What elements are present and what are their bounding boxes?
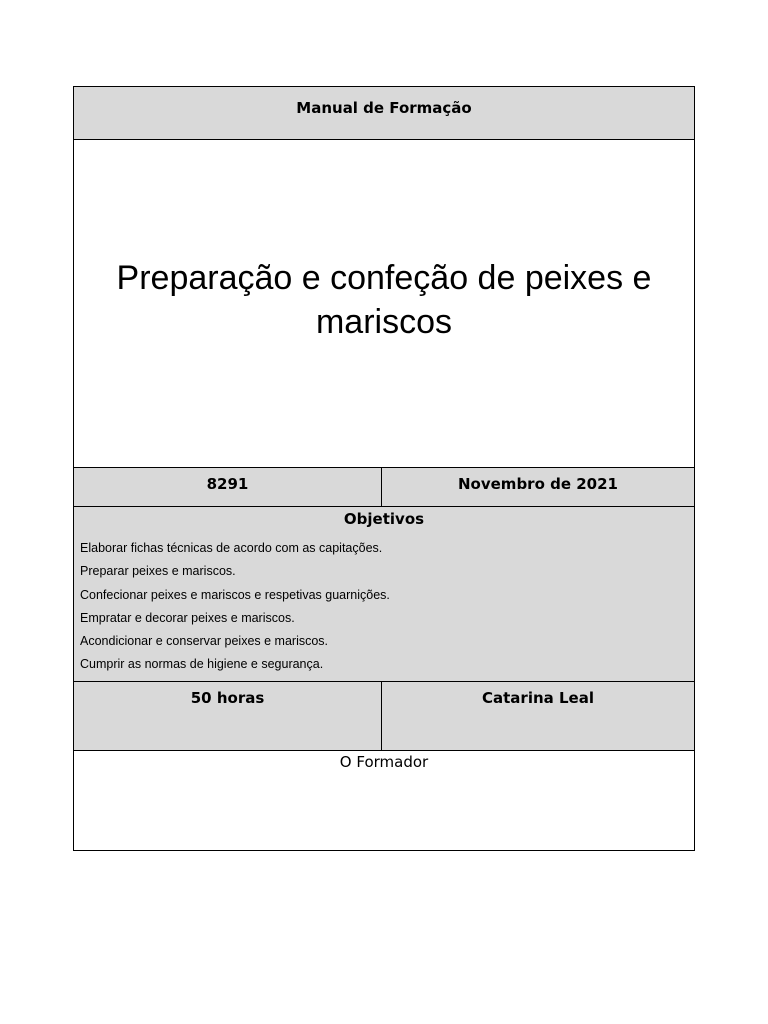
objectives-list: [80, 540, 390, 680]
signature-label: O Formador: [339, 753, 429, 771]
signature-row: [74, 751, 694, 850]
objective-item: Cumprir as normas de higiene e segurança.: [80, 657, 324, 672]
objective-item: Confecionar peixes e mariscos e respetivas guarnições.: [80, 587, 390, 602]
objective-item: Elaborar fichas técnicas de acordo com as capitações.: [80, 541, 383, 555]
objective-item: Preparar peixes e mariscos.: [80, 564, 236, 579]
title-row: [74, 140, 694, 468]
trainer-cell: [382, 682, 694, 750]
module-hours: 50 horas: [190, 689, 265, 707]
hours-cell: [74, 682, 382, 750]
header-row: [74, 87, 694, 140]
objectives-row: [74, 507, 694, 682]
training-manual-cover: [73, 86, 695, 851]
code-date-row: [74, 468, 694, 507]
objective-item: Acondicionar e conservar peixes e mariscos.: [80, 634, 329, 649]
module-date: Novembro de 2021: [458, 475, 618, 493]
objective-item: Empratar e decorar peixes e mariscos.: [80, 610, 295, 625]
objectives-heading: Objetivos: [343, 510, 425, 528]
hours-trainer-row: [74, 682, 694, 751]
module-code: 8291: [206, 475, 249, 493]
code-cell: [74, 468, 382, 506]
date-cell: [382, 468, 694, 506]
document-title: Preparação e confeção de peixes e mariscos: [116, 259, 652, 341]
trainer-name: Catarina Leal: [482, 689, 594, 707]
manual-label: Manual de Formação: [296, 99, 472, 117]
